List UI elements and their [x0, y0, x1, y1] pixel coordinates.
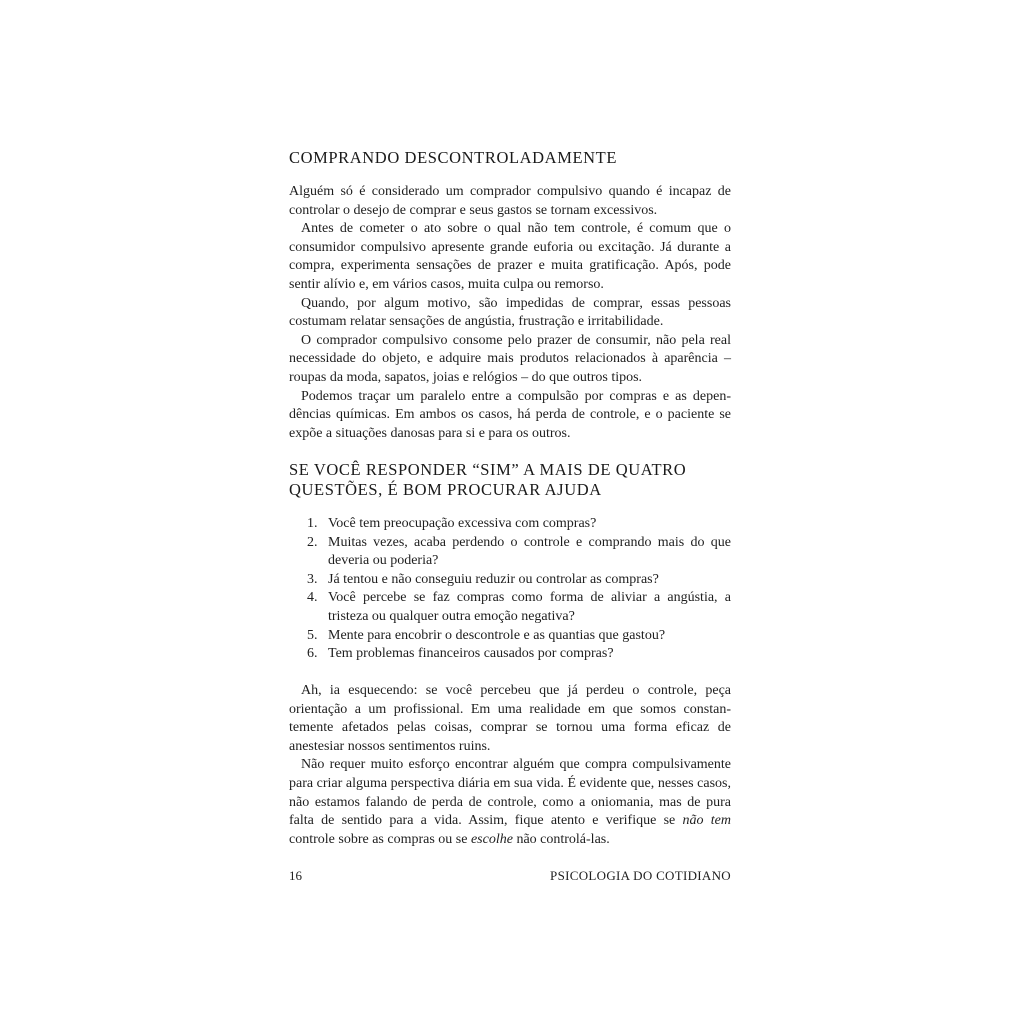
paragraph: Alguém só é considerado um comprador compulsivo quando é incapaz de controlar o desejo de comprar e seus gastos se tornam excessivos. — [289, 184, 731, 218]
closing-section — [289, 682, 731, 849]
list-item-text: Tem problemas financeiros causados por compras? — [328, 646, 614, 662]
list-item-number: 6. — [307, 646, 318, 662]
text-run: controle sobre as compras ou se — [289, 831, 471, 847]
emphasis-text: escolhe — [470, 831, 513, 847]
paragraph: Ah, ia esquecendo: se você percebeu que já perdeu o controle, peça orientação a um profissional. Em uma realidade em que somos constantemente afetados pelas coisas, comprar se tornou uma forma eficaz de anestesiar nossos sentimentos ruins. — [289, 683, 731, 754]
section-body — [289, 183, 731, 443]
list-item-text: Você tem preocupação excessiva com compras? — [328, 516, 597, 531]
paragraph — [289, 756, 731, 849]
list-item-number: 2. — [307, 534, 318, 550]
section-heading-questionnaire: SE VOCÊ RESPONDER “SIM” A MAIS DE QUATRO QUESTÕES, É BOM PROCURAR AJUDA — [289, 460, 687, 499]
list-item-number: 5. — [307, 627, 318, 643]
list-item-text: Mente para encobrir o descontrole e as quantias que gastou? — [328, 627, 666, 643]
list-item-text: Muitas vezes, acaba perdendo o controle e comprando mais do que deveria ou poderia? — [328, 534, 731, 569]
list-item — [289, 515, 731, 534]
text-run: Não requer muito esforço encontrar alguém que compra compulsivamente para criar alguma perspectiva diária em sua vida. É evidente que, nesses casos, não estamos falando de perda de controle, como a oniomania, mas de pura falta de sentido para a vida. Assim, fique atento e verifique se — [289, 757, 731, 829]
section-heading-compulsive-buying: COMPRANDO DESCONTROLADAMENTE — [289, 148, 618, 167]
list-item-text: Você percebe se faz compras como forma de aliviar a angústia, a tristeza ou qualquer outra emoção negativa? — [328, 590, 731, 624]
list-item — [289, 589, 731, 626]
list-item-number: 1. — [307, 516, 318, 531]
list-item — [289, 571, 731, 590]
paragraph: Podemos traçar um paralelo entre a compulsão por compras e as dependências químicas. Em ambos os casos, há perda de controle, e o paciente se expõe a situações danosas para si e para os outros. — [289, 388, 731, 441]
questionnaire-list — [289, 515, 731, 664]
list-item-text: Já tentou e não conseguiu reduzir ou controlar as compras? — [328, 571, 659, 587]
list-item — [289, 627, 731, 646]
list-item — [289, 534, 731, 571]
list-item-number: 4. — [307, 590, 318, 606]
running-head: PSICOLOGIA DO COTIDIANO — [550, 868, 731, 883]
page-number: 16 — [289, 868, 302, 883]
paragraph: O comprador compulsivo consome pelo prazer de consumir, não pela real necessidade do objeto, e adquire mais produtos relacionados à aparência – roupas da moda, sapatos, joias e relógios – do que outros tipos. — [289, 332, 731, 385]
text-run: não controlá-las. — [512, 831, 610, 847]
list-item — [289, 645, 731, 664]
paragraph: Antes de cometer o ato sobre o qual não tem controle, é comum que o consumidor compulsivo apresente grande euforia ou excitação. Já durante a compra, experimenta sensações de prazer e muita gratificação. Após, pode sentir alívio e, em vários casos, muita culpa ou remorso. — [289, 221, 731, 292]
paragraph: Quando, por algum motivo, são impedidas de comprar, essas pessoas costumam relatar sensações de angústia, frustração e irritabilidade. — [289, 295, 731, 330]
emphasis-text: não tem — [682, 813, 731, 829]
list-item-number: 3. — [307, 571, 318, 587]
